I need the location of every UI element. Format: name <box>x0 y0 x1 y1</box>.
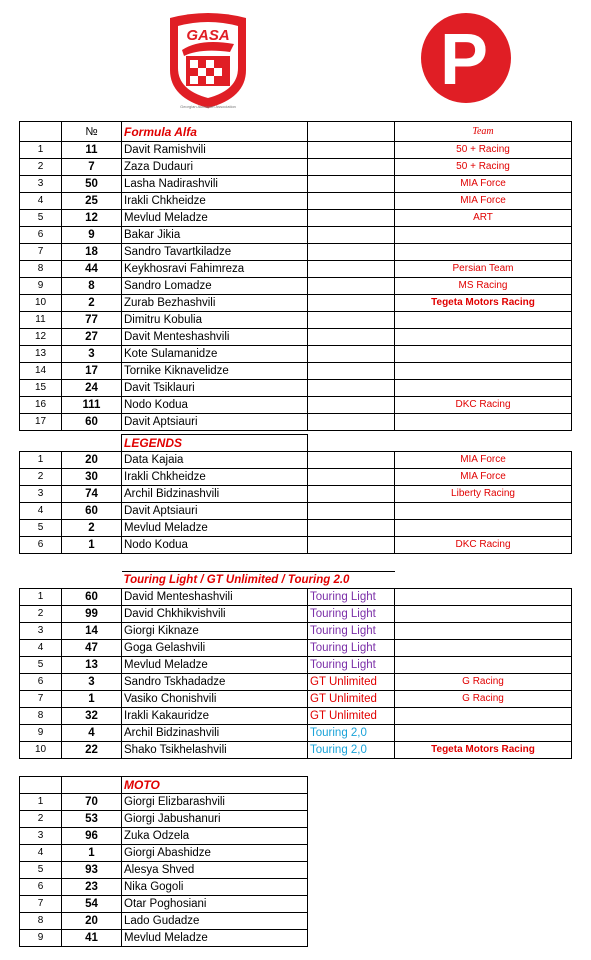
formula-row <box>20 227 572 244</box>
formula-header-row <box>20 122 572 142</box>
team-cell: Tegeta Motors Racing <box>395 742 572 759</box>
driver-name-cell: Mevlud Meladze <box>122 657 308 674</box>
touring-row <box>20 674 572 691</box>
position-cell: 8 <box>20 913 62 930</box>
position-cell: 12 <box>20 329 62 346</box>
driver-name-cell: Lado Gudadze <box>122 913 308 930</box>
legends-row <box>20 452 572 469</box>
team-cell <box>395 520 572 537</box>
empty-cell <box>308 295 395 312</box>
legends-row <box>20 537 572 554</box>
team-cell: G Racing <box>395 674 572 691</box>
car-number-cell: 12 <box>62 210 122 227</box>
car-number-cell: 96 <box>62 828 122 845</box>
gasa-logo-text: GASA <box>186 27 230 44</box>
header-team: Team <box>395 122 572 142</box>
driver-name-cell: Zaza Dudauri <box>122 159 308 176</box>
moto-header-pos <box>20 777 62 794</box>
car-number-cell: 99 <box>62 606 122 623</box>
empty-cell <box>308 329 395 346</box>
team-cell: MIA Force <box>395 469 572 486</box>
moto-row <box>20 845 308 862</box>
class-cell: Touring Light <box>308 640 395 657</box>
empty-cell <box>308 278 395 295</box>
formula-row <box>20 142 572 159</box>
driver-name-cell: Zurab Bezhashvili <box>122 295 308 312</box>
car-number-cell: 30 <box>62 469 122 486</box>
position-cell: 9 <box>20 725 62 742</box>
gasa-caption: Georgian Autosport Association <box>180 104 236 109</box>
class-cell: Touring Light <box>308 606 395 623</box>
touring-row <box>20 657 572 674</box>
position-cell: 8 <box>20 708 62 725</box>
empty-cell <box>308 503 395 520</box>
touring-row <box>20 725 572 742</box>
driver-name-cell: Nodo Kodua <box>122 537 308 554</box>
class-cell: Touring Light <box>308 623 395 640</box>
position-cell: 5 <box>20 520 62 537</box>
moto-row <box>20 862 308 879</box>
touring-row <box>20 708 572 725</box>
position-cell: 13 <box>20 346 62 363</box>
car-number-cell: 25 <box>62 193 122 210</box>
moto-row <box>20 794 308 811</box>
driver-name-cell: Davit Tsiklauri <box>122 380 308 397</box>
formula-row <box>20 159 572 176</box>
team-cell: MIA Force <box>395 176 572 193</box>
empty-cell <box>308 363 395 380</box>
legends-header-row <box>20 435 572 452</box>
moto-row <box>20 896 308 913</box>
position-cell: 2 <box>20 469 62 486</box>
car-number-cell: 54 <box>62 896 122 913</box>
team-cell <box>395 503 572 520</box>
driver-name-cell: David Chkhikvishvili <box>122 606 308 623</box>
position-cell: 5 <box>20 657 62 674</box>
position-cell: 10 <box>20 742 62 759</box>
moto-row <box>20 930 308 947</box>
car-number-cell: 14 <box>62 623 122 640</box>
empty-cell <box>308 244 395 261</box>
team-cell <box>395 312 572 329</box>
team-cell: MIA Force <box>395 193 572 210</box>
touring-row <box>20 691 572 708</box>
formula-row <box>20 278 572 295</box>
formula-row <box>20 312 572 329</box>
driver-name-cell: Nika Gogoli <box>122 879 308 896</box>
position-cell: 11 <box>20 312 62 329</box>
car-number-cell: 23 <box>62 879 122 896</box>
team-cell <box>395 606 572 623</box>
position-cell: 10 <box>20 295 62 312</box>
header-pos <box>20 122 62 142</box>
position-cell: 7 <box>20 896 62 913</box>
car-number-cell: 1 <box>62 845 122 862</box>
team-cell: Tegeta Motors Racing <box>395 295 572 312</box>
moto-row <box>20 879 308 896</box>
driver-name-cell: Giorgi Jabushanuri <box>122 811 308 828</box>
formula-row <box>20 244 572 261</box>
position-cell: 16 <box>20 397 62 414</box>
car-number-cell: 93 <box>62 862 122 879</box>
empty-cell <box>308 486 395 503</box>
car-number-cell: 20 <box>62 452 122 469</box>
legends-table <box>19 434 572 554</box>
position-cell: 14 <box>20 363 62 380</box>
team-cell <box>395 708 572 725</box>
class-cell: Touring Light <box>308 589 395 606</box>
team-cell: ART <box>395 210 572 227</box>
position-cell: 3 <box>20 176 62 193</box>
driver-name-cell: Shako Tsikhelashvili <box>122 742 308 759</box>
formula-row <box>20 363 572 380</box>
driver-name-cell: Dimitru Kobulia <box>122 312 308 329</box>
empty-cell <box>308 159 395 176</box>
driver-name-cell: David Menteshashvili <box>122 589 308 606</box>
formula-row <box>20 414 572 431</box>
car-number-cell: 13 <box>62 657 122 674</box>
car-number-cell: 9 <box>62 227 122 244</box>
driver-name-cell: Archil Bidzinashvili <box>122 725 308 742</box>
car-number-cell: 8 <box>62 278 122 295</box>
position-cell: 7 <box>20 244 62 261</box>
formula-row <box>20 176 572 193</box>
position-cell: 8 <box>20 261 62 278</box>
formula-row <box>20 380 572 397</box>
car-number-cell: 3 <box>62 346 122 363</box>
formula-alfa-title: Formula Alfa <box>122 122 308 142</box>
position-cell: 6 <box>20 227 62 244</box>
driver-name-cell: Mevlud Meladze <box>122 930 308 947</box>
position-cell: 2 <box>20 811 62 828</box>
position-cell: 6 <box>20 674 62 691</box>
empty-cell <box>308 312 395 329</box>
car-number-cell: 24 <box>62 380 122 397</box>
team-cell <box>395 589 572 606</box>
p-logo-letter: P <box>439 20 489 100</box>
touring-row <box>20 589 572 606</box>
car-number-cell: 74 <box>62 486 122 503</box>
position-cell: 3 <box>20 828 62 845</box>
formula-row <box>20 193 572 210</box>
car-number-cell: 111 <box>62 397 122 414</box>
team-cell: 50 + Racing <box>395 142 572 159</box>
car-number-cell: 2 <box>62 520 122 537</box>
driver-name-cell: Davit Aptsiauri <box>122 414 308 431</box>
touring-table <box>19 571 572 759</box>
team-cell <box>395 657 572 674</box>
formula-row <box>20 261 572 278</box>
team-cell <box>395 227 572 244</box>
car-number-cell: 70 <box>62 794 122 811</box>
formula-row <box>20 346 572 363</box>
position-cell: 6 <box>20 537 62 554</box>
legends-title: LEGENDS <box>122 435 308 452</box>
class-cell: Touring Light <box>308 657 395 674</box>
formula-row <box>20 210 572 227</box>
class-cell: GT Unlimited <box>308 708 395 725</box>
driver-name-cell: Irakli Chkheidze <box>122 469 308 486</box>
driver-name-cell: Archil Bidzinashvili <box>122 486 308 503</box>
driver-name-cell: Otar Poghosiani <box>122 896 308 913</box>
driver-name-cell: Irakli Chkheidze <box>122 193 308 210</box>
position-cell: 7 <box>20 691 62 708</box>
car-number-cell: 20 <box>62 913 122 930</box>
team-cell: DKC Racing <box>395 397 572 414</box>
class-cell: GT Unlimited <box>308 691 395 708</box>
team-cell: 50 + Racing <box>395 159 572 176</box>
legends-header-empty <box>308 435 395 452</box>
position-cell: 5 <box>20 862 62 879</box>
driver-name-cell: Davit Menteshashvili <box>122 329 308 346</box>
position-cell: 2 <box>20 606 62 623</box>
car-number-cell: 18 <box>62 244 122 261</box>
driver-name-cell: Irakli Kakauridze <box>122 708 308 725</box>
position-cell: 1 <box>20 589 62 606</box>
moto-header-row <box>20 777 308 794</box>
driver-name-cell: Kote Sulamanidze <box>122 346 308 363</box>
car-number-cell: 1 <box>62 691 122 708</box>
empty-cell <box>308 537 395 554</box>
driver-name-cell: Tornike Kiknavelidze <box>122 363 308 380</box>
driver-name-cell: Keykhosravi Fahimreza <box>122 261 308 278</box>
empty-cell <box>308 176 395 193</box>
touring-header-num <box>62 572 122 589</box>
moto-header-num <box>62 777 122 794</box>
driver-name-cell: Mevlud Meladze <box>122 210 308 227</box>
position-cell: 4 <box>20 640 62 657</box>
formula-row <box>20 329 572 346</box>
empty-cell <box>308 469 395 486</box>
position-cell: 4 <box>20 193 62 210</box>
team-cell <box>395 623 572 640</box>
empty-cell <box>308 210 395 227</box>
position-cell: 1 <box>20 142 62 159</box>
moto-row <box>20 811 308 828</box>
legends-header-team <box>395 435 572 452</box>
legends-row <box>20 486 572 503</box>
car-number-cell: 47 <box>62 640 122 657</box>
car-number-cell: 1 <box>62 537 122 554</box>
team-cell <box>395 244 572 261</box>
formula-row <box>20 295 572 312</box>
car-number-cell: 27 <box>62 329 122 346</box>
car-number-cell: 11 <box>62 142 122 159</box>
team-cell: Liberty Racing <box>395 486 572 503</box>
driver-name-cell: Giorgi Abashidze <box>122 845 308 862</box>
driver-name-cell: Sandro Tavartkiladze <box>122 244 308 261</box>
touring-row <box>20 742 572 759</box>
touring-header-pos <box>20 572 62 589</box>
empty-cell <box>308 346 395 363</box>
team-cell <box>395 414 572 431</box>
driver-name-cell: Vasiko Chonishvili <box>122 691 308 708</box>
moto-table <box>19 776 308 947</box>
team-cell <box>395 329 572 346</box>
formula-alfa-table <box>19 121 572 431</box>
driver-name-cell: Alesya Shved <box>122 862 308 879</box>
position-cell: 4 <box>20 503 62 520</box>
driver-name-cell: Zuka Odzela <box>122 828 308 845</box>
position-cell: 6 <box>20 879 62 896</box>
position-cell: 15 <box>20 380 62 397</box>
legends-row <box>20 469 572 486</box>
team-cell: MIA Force <box>395 452 572 469</box>
driver-name-cell: Sandro Tskhadadze <box>122 674 308 691</box>
position-cell: 4 <box>20 845 62 862</box>
car-number-cell: 60 <box>62 503 122 520</box>
position-cell: 9 <box>20 930 62 947</box>
team-cell: DKC Racing <box>395 537 572 554</box>
car-number-cell: 2 <box>62 295 122 312</box>
position-cell: 1 <box>20 452 62 469</box>
position-cell: 17 <box>20 414 62 431</box>
empty-cell <box>308 414 395 431</box>
legends-row <box>20 520 572 537</box>
touring-row <box>20 606 572 623</box>
position-cell: 1 <box>20 794 62 811</box>
driver-name-cell: Mevlud Meladze <box>122 520 308 537</box>
moto-row <box>20 913 308 930</box>
team-cell: Persian Team <box>395 261 572 278</box>
team-cell: G Racing <box>395 691 572 708</box>
position-cell: 3 <box>20 486 62 503</box>
car-number-cell: 44 <box>62 261 122 278</box>
header-number: № <box>62 122 122 142</box>
driver-name-cell: Bakar Jikia <box>122 227 308 244</box>
car-number-cell: 53 <box>62 811 122 828</box>
team-cell <box>395 346 572 363</box>
empty-cell <box>308 193 395 210</box>
car-number-cell: 4 <box>62 725 122 742</box>
empty-cell <box>308 452 395 469</box>
formula-row <box>20 397 572 414</box>
car-number-cell: 41 <box>62 930 122 947</box>
driver-name-cell: Davit Aptsiauri <box>122 503 308 520</box>
driver-name-cell: Davit Ramishvili <box>122 142 308 159</box>
empty-cell <box>308 142 395 159</box>
car-number-cell: 3 <box>62 674 122 691</box>
touring-header-row <box>20 572 572 589</box>
car-number-cell: 50 <box>62 176 122 193</box>
position-cell: 2 <box>20 159 62 176</box>
touring-row <box>20 640 572 657</box>
position-cell: 9 <box>20 278 62 295</box>
class-cell: GT Unlimited <box>308 674 395 691</box>
team-cell <box>395 380 572 397</box>
team-cell <box>395 725 572 742</box>
legends-row <box>20 503 572 520</box>
car-number-cell: 17 <box>62 363 122 380</box>
class-cell: Touring 2,0 <box>308 725 395 742</box>
position-cell: 3 <box>20 623 62 640</box>
driver-name-cell: Data Kajaia <box>122 452 308 469</box>
driver-name-cell: Goga Gelashvili <box>122 640 308 657</box>
empty-cell <box>308 227 395 244</box>
p-logo <box>420 12 512 104</box>
moto-row <box>20 828 308 845</box>
driver-name-cell: Sandro Lomadze <box>122 278 308 295</box>
header-empty <box>308 122 395 142</box>
touring-row <box>20 623 572 640</box>
empty-cell <box>308 520 395 537</box>
moto-title: MOTO <box>122 777 308 794</box>
position-cell: 5 <box>20 210 62 227</box>
legends-header-num <box>62 435 122 452</box>
class-cell: Touring 2,0 <box>308 742 395 759</box>
driver-name-cell: Giorgi Kiknaze <box>122 623 308 640</box>
team-cell <box>395 640 572 657</box>
empty-cell <box>308 397 395 414</box>
legends-header-pos <box>20 435 62 452</box>
car-number-cell: 60 <box>62 414 122 431</box>
car-number-cell: 22 <box>62 742 122 759</box>
car-number-cell: 60 <box>62 589 122 606</box>
driver-name-cell: Lasha Nadirashvili <box>122 176 308 193</box>
touring-header-team <box>395 572 572 589</box>
driver-name-cell: Giorgi Elizbarashvili <box>122 794 308 811</box>
empty-cell <box>308 261 395 278</box>
touring-title: Touring Light / GT Unlimited / Touring 2.0 <box>122 572 395 589</box>
gasa-logo <box>160 10 256 110</box>
team-cell: MS Racing <box>395 278 572 295</box>
car-number-cell: 77 <box>62 312 122 329</box>
team-cell <box>395 363 572 380</box>
car-number-cell: 7 <box>62 159 122 176</box>
car-number-cell: 32 <box>62 708 122 725</box>
driver-name-cell: Nodo Kodua <box>122 397 308 414</box>
empty-cell <box>308 380 395 397</box>
